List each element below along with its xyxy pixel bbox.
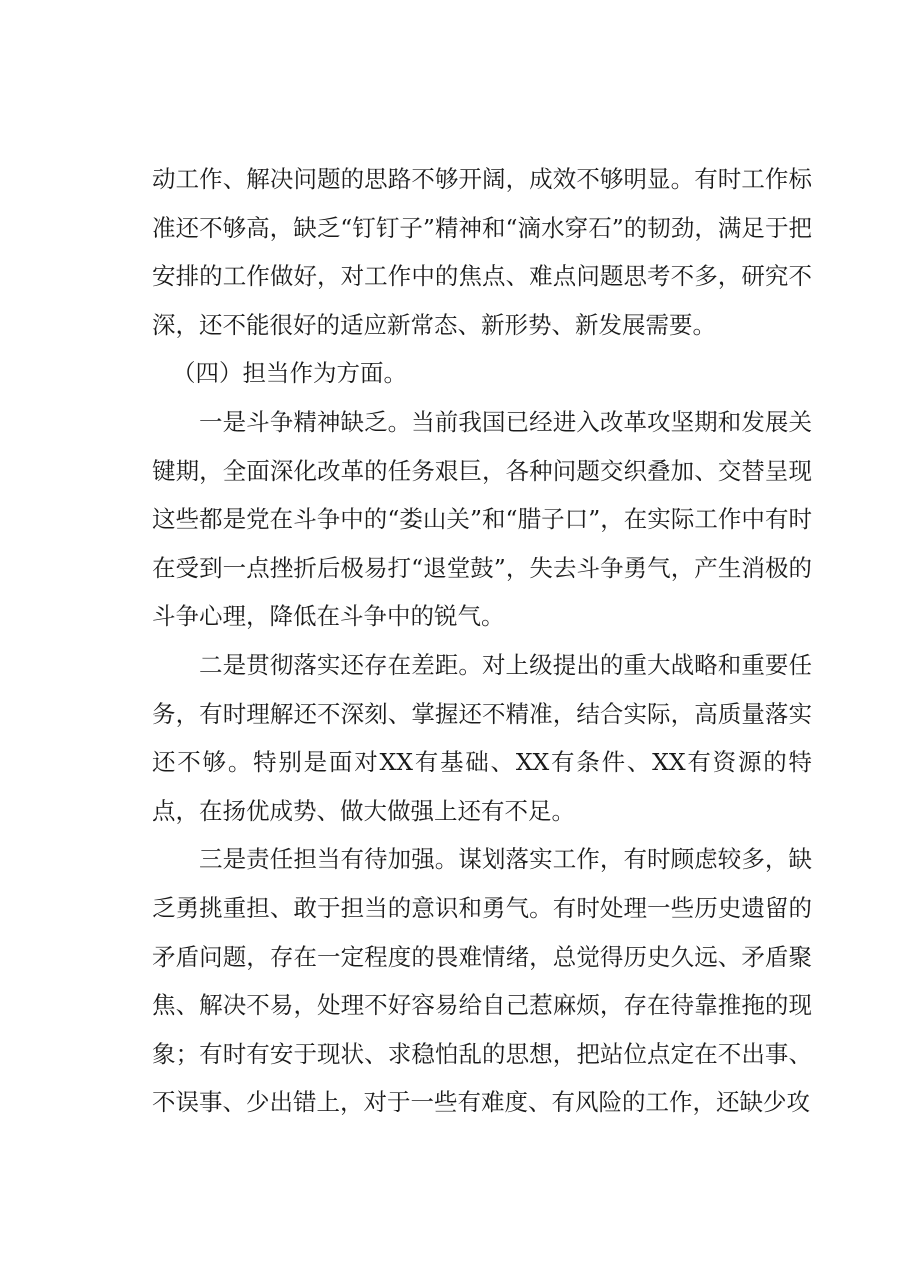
section-heading: （四）担当作为方面。 xyxy=(172,359,407,388)
paragraph-struggle-spirit: 一是斗争精神缺乏。当前我国已经进入改革攻坚期和发展关键期，全面深化改革的任务艰巨，各种问题交织叠加、交替呈现这些都是党在斗争中的“娄山关”和“腊子口”，在实际工作中有时在受到一点挫折后极易打“退堂鼓”，失去斗争勇气，产生消极的斗争心理，降低在斗争中的锐气。 xyxy=(152,407,812,631)
document-body xyxy=(152,155,812,1127)
paragraph-continuation: 动工作、解决问题的思路不够开阔，成效不够明显。有时工作标准还不够高，缺乏“钉钉子”精神和“滴水穿石”的韧劲，满足于把安排的工作做好，对工作中的焦点、难点问题思考不多，研究不深，还不能很好的适应新常态、新形势、新发展需要。 xyxy=(152,165,812,339)
paragraph-responsibility: 三是责任担当有待加强。谋划落实工作，有时顾虑较多，缺乏勇挑重担、敢于担当的意识和勇气。有时处理一些历史遗留的矛盾问题，存在一定程度的畏难情绪，总觉得历史久远、矛盾聚焦、解决不易，处理不好容易给自己惹麻烦，存在待靠推拖的现象；有时有安于现状、求稳怕乱的思想，把站位点定在不出事、不误事、少出错上，对于一些有难度、有风险的工作，还缺少攻 xyxy=(152,845,812,1117)
paragraph-implementation: 二是贯彻落实还存在差距。对上级提出的重大战略和重要任务，有时理解还不深刻、掌握还不精准，结合实际，高质量落实还不够。特别是面对XX有基础、XX有条件、XX有资源的特点，在扬优成势、做大做强上还有不足。 xyxy=(152,650,812,825)
